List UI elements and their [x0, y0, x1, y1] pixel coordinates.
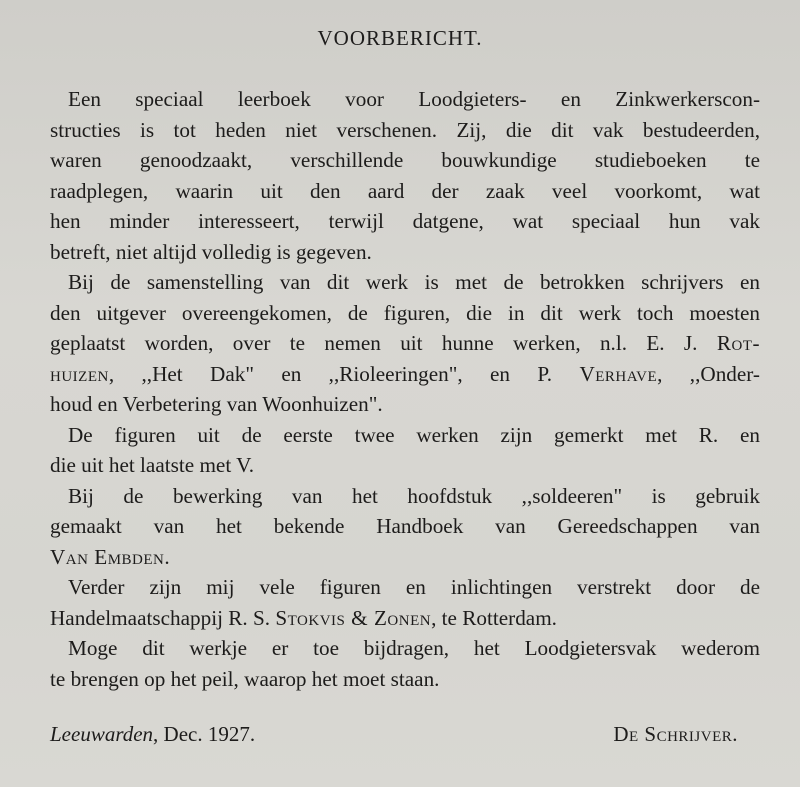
text-line: Bij de bewerking van het hoofdstuk ,,soldeeren" is gebruik: [68, 483, 760, 508]
place: Leeuwarden: [50, 722, 154, 746]
text-line: te brengen op het peil, waarop het moet staan.: [50, 666, 440, 691]
paragraph-1: [50, 84, 760, 267]
text-line: Bij de samenstelling van dit werk is met de betrokken schrijvers en: [68, 270, 760, 294]
text-line: den uitgever overeengekomen, de figuren, die in dit werk toch moesten: [50, 300, 760, 325]
author-name-rothuizen-cont: huizen: [50, 361, 109, 386]
text-line: De figuren uit de eerste twee werken zijn gemerkt met R. en: [68, 422, 760, 447]
text-line: betreft, niet altijd volledig is gegeven.: [50, 239, 372, 264]
place-date: [50, 722, 255, 747]
paragraph-5: [50, 572, 760, 633]
text-line: Een speciaal leerboek voor Loodgieters- en Zinkwerkerscon-: [68, 87, 760, 111]
paragraph-3: [50, 420, 760, 481]
text-segment: geplaatst worden, over te nemen uit hunne werken, n.l. E. J.: [50, 331, 717, 355]
text-line: [50, 542, 760, 573]
text-segment: .: [164, 544, 170, 569]
text-segment: , ,,Onder-: [657, 361, 760, 386]
author-name-van-embden: Van Embden: [50, 544, 165, 569]
signoff: [50, 722, 738, 747]
author-name-verhave: Verhave: [579, 361, 658, 386]
paragraph-2: [50, 267, 760, 420]
text-line: structies is tot heden niet verschenen. Zij, die dit vak bestudeerden,: [50, 117, 760, 142]
text-line: gemaakt van het bekende Handboek van Gereedschappen van: [50, 514, 760, 538]
page-title: VOORBERICHT.: [317, 26, 483, 50]
text-line: waren genoodzaakt, verschillende bouwkundige studieboeken te: [50, 148, 760, 172]
author-signature: De Schrijver.: [613, 722, 738, 746]
text-segment: , te Rotterdam.: [431, 605, 557, 630]
text-line: [50, 328, 760, 359]
text-line: [50, 603, 760, 634]
author-name-rothuizen: Rot-: [716, 331, 760, 355]
preface-body: [50, 84, 760, 694]
text-line: raadplegen, waarin uit den aard der zaak veel voorkomt, wat: [50, 178, 760, 203]
text-line: [50, 359, 760, 390]
date: , Dec. 1927.: [153, 722, 256, 746]
text-segment: Handelmaatschappij R. S.: [50, 605, 276, 630]
paragraph-4: [50, 481, 760, 573]
text-line: houd en Verbetering van Woonhuizen".: [50, 392, 383, 416]
text-segment: , ,,Het Dak" en ,,Rioleeringen", en P.: [108, 361, 580, 386]
text-line: Verder zijn mij vele figuren en inlichtingen verstrekt door de: [68, 575, 760, 599]
text-line: hen minder interesseert, terwijl datgene, wat speciaal hun vak: [50, 209, 760, 233]
paragraph-6: [50, 633, 760, 694]
text-line: Moge dit werkje er toe bijdragen, het Loodgietersvak wederom: [68, 636, 760, 660]
company-name-stokvis: Stokvis & Zonen: [275, 605, 432, 630]
text-line: die uit het laatste met V.: [50, 453, 254, 477]
